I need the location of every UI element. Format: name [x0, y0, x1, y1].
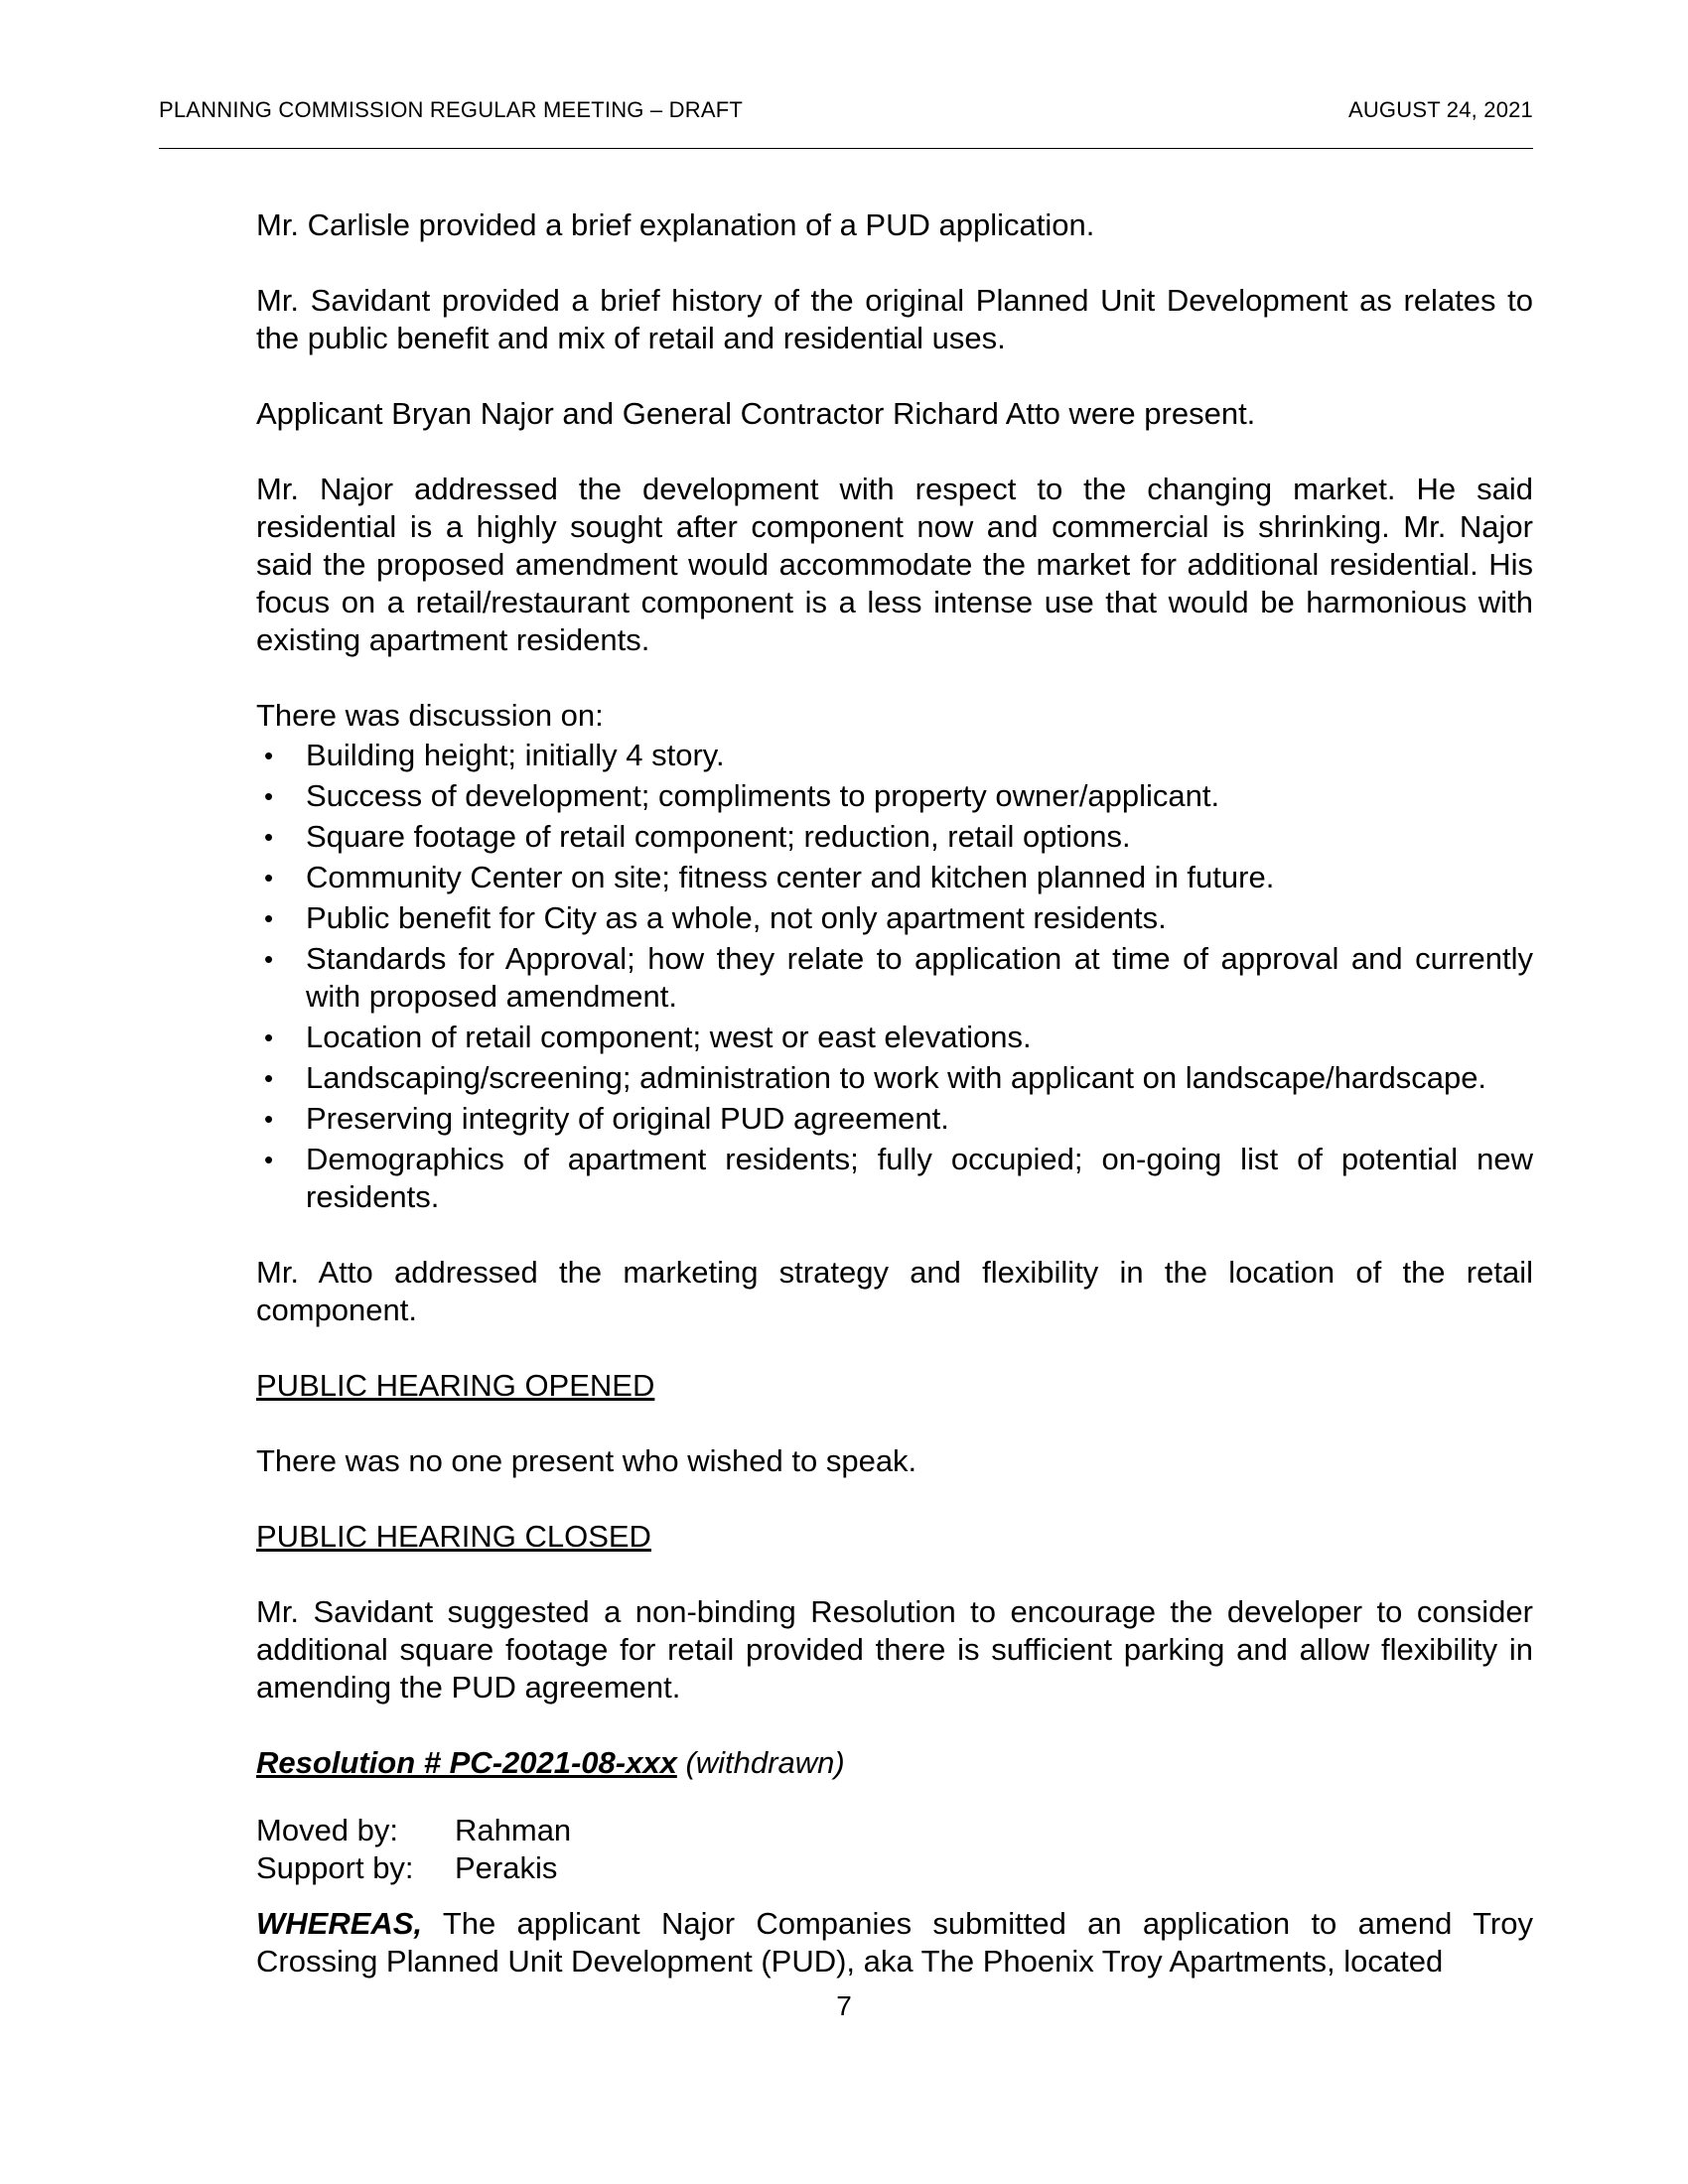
public-hearing-opened-heading: PUBLIC HEARING OPENED [256, 1368, 655, 1403]
list-item: • Community Center on site; fitness center and kitchen planned in future. [256, 859, 1533, 896]
page-number: 7 [836, 1990, 852, 2021]
list-item: • Public benefit for City as a whole, not only apartment residents. [256, 899, 1533, 937]
list-item: • Standards for Approval; how they relate to application at time of approval and currently with proposed amendment. [256, 940, 1533, 1016]
resolution-heading [256, 1744, 1533, 1782]
resolution-title: Resolution # PC-2021-08-xxx [256, 1745, 677, 1780]
list-item: • Demographics of apartment residents; fully occupied; on-going list of potential new residents. [256, 1141, 1533, 1216]
paragraph-najor: Mr. Najor addressed the development with respect to the changing market. He said residential is a highly sought after component now and commercial is shrinking. Mr. Najor said the proposed amendment would accommodate the market for additional residential. His focus on a retail/restaurant component is a less intense use that would be harmonious with existing apartment residents. [256, 472, 1533, 657]
paragraph-applicant-present: Applicant Bryan Najor and General Contractor Richard Atto were present. [256, 396, 1256, 431]
whereas-keyword: WHEREAS, [256, 1906, 423, 1941]
motion-block [256, 1812, 1533, 1887]
paragraph-savidant-history: Mr. Savidant provided a brief history of the original Planned Unit Development as relates to the public benefit and mix of retail and residential uses. [256, 283, 1533, 355]
whereas-text: The applicant Najor Companies submitted an application to amend Troy Crossing Planned Unit Development (PUD), aka The Phoenix Troy Apartments, located [256, 1906, 1533, 1979]
whereas-paragraph [256, 1905, 1533, 1980]
moved-by-label: Moved by: [256, 1813, 399, 1847]
header-date: AUGUST 24, 2021 [1347, 97, 1533, 122]
discussion-intro: There was discussion on: [256, 698, 604, 733]
paragraph-carlisle: Mr. Carlisle provided a brief explanation of a PUD application. [256, 207, 1095, 242]
support-by-value: Perakis [455, 1850, 558, 1885]
list-item: • Location of retail component; west or east elevations. [256, 1019, 1533, 1056]
list-item: • Building height; initially 4 story. [256, 737, 1533, 774]
public-hearing-closed-heading: PUBLIC HEARING CLOSED [256, 1519, 651, 1554]
header-divider [159, 148, 1533, 149]
minutes-body [256, 206, 1533, 1980]
moved-by-row [256, 1812, 1533, 1849]
discussion-list [256, 737, 1533, 1216]
paragraph-atto: Mr. Atto addressed the marketing strategy and flexibility in the location of the retail component. [256, 1255, 1533, 1327]
header-meeting-title: PLANNING COMMISSION REGULAR MEETING – DRAFT [159, 97, 744, 122]
support-by-label: Support by: [256, 1850, 414, 1885]
support-by-row [256, 1849, 1533, 1887]
list-item: • Landscaping/screening; administration to work with applicant on landscape/hardscape. [256, 1059, 1533, 1097]
list-item: • Success of development; compliments to property owner/applicant. [256, 777, 1533, 815]
moved-by-value: Rahman [455, 1813, 572, 1847]
paragraph-savidant-suggestion: Mr. Savidant suggested a non-binding Resolution to encourage the developer to consider additional square footage for retail provided there is sufficient parking and allow flexibility in amending the PUD agreement. [256, 1594, 1533, 1705]
resolution-status: (withdrawn) [685, 1745, 845, 1780]
list-item: • Preserving integrity of original PUD agreement. [256, 1100, 1533, 1138]
paragraph-no-speakers: There was no one present who wished to speak. [256, 1443, 917, 1478]
list-item: • Square footage of retail component; reduction, retail options. [256, 818, 1533, 856]
